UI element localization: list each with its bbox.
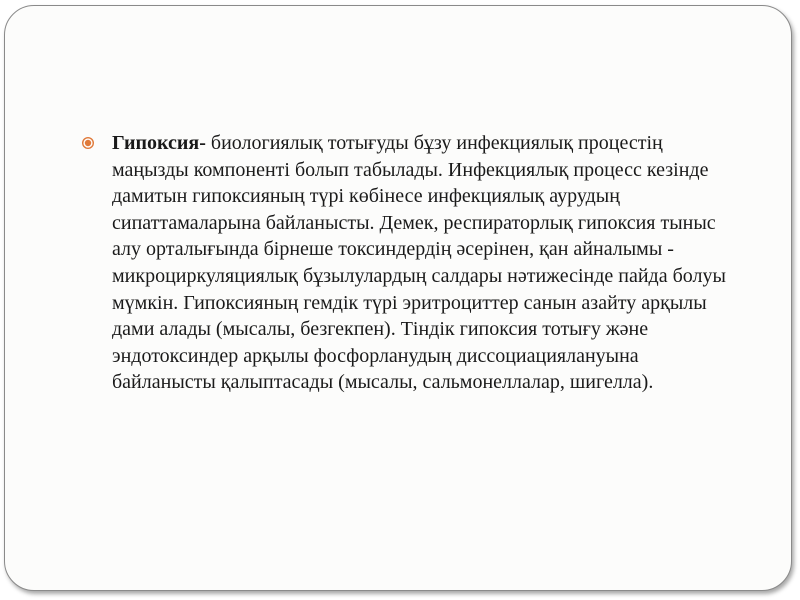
term-heading: Гипоксия- — [112, 132, 206, 154]
bullet-text — [112, 130, 732, 396]
circle-bullet-icon — [82, 137, 94, 149]
bullet-item — [82, 130, 732, 396]
paragraph-body: биологиялық тотығуды бұзу инфекциялық процестің маңызды компоненті болып табылады. Инфекциялық процесс кезінде дамитын гипоксияның түрі көбінесе инфекциялық аурудың сипаттамаларына байланысты. Демек, респираторлық гипоксия тыныс алу орталығында бірнеше токсиндердің әсерінен, қан айналымы - микроциркуляциялық бұзылулардың салдары нәтижесінде пайда болуы мүмкін. Гипоксияның гемдік түрі эритроциттер санын азайту арқылы дами алады (мысалы, безгекпен). Тіндік гипоксия тотығу және эндотоксиндер арқылы фосфорланудың диссоциациялануына байланысты қалыптасады (мысалы, сальмонеллалар, шигелла). — [112, 132, 726, 394]
slide-content — [82, 130, 732, 396]
